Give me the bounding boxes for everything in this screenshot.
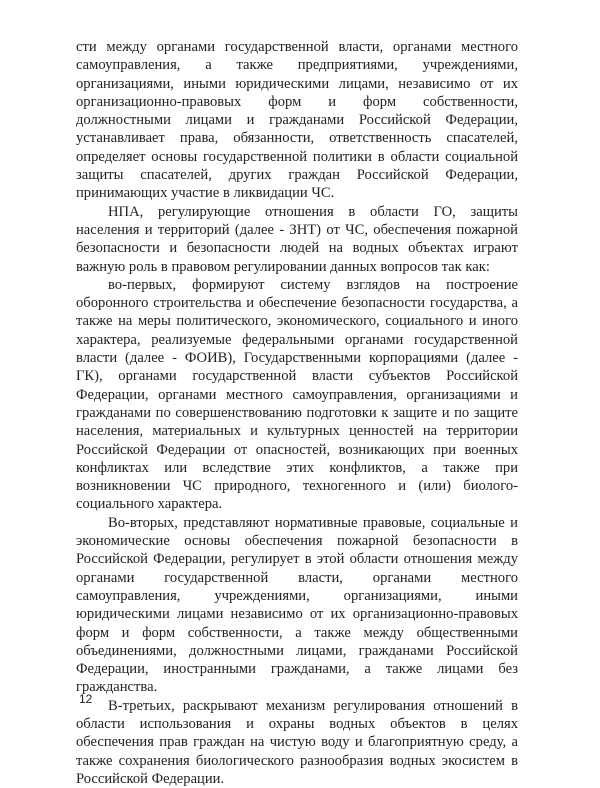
page-number: 12 (79, 692, 93, 706)
paragraph-second: Во-вторых, представляют нормативные правовые, социальные и экономические основы обеспечения пожарной безопасности в Российской Федерации, регулирует в этой области отношения между органами государственной власти, органами местного самоуправления, учреждениями, организациями, иными юридическими лицами независимо от их организационно-правовых форм и форм собственности, а также между общественными объединениями, должностными лицами, гражданами Российской Федерации, иностранными гражданами, а также лицами без гражданства. (76, 514, 518, 696)
paragraph-continuation: сти между органами государственной власти, органами местного самоуправления, а также предприятиями, учреждениями, организациями, иными юридическими лицами, независимо от их организационно-правовых форм и форм собственности, должностными лицами и гражданами Российской Федерации, устанавливает права, обязанности, ответственность спасателей, определяет основы государственной политики в области социальной защиты спасателей, других граждан Российской Федерации, принимающих участие в ликвидации ЧС. (76, 39, 518, 202)
body-text (76, 38, 518, 788)
paragraph-npa: НПА, регулирующие отношения в области ГО, защиты населения и территорий (далее - ЗНТ) от ЧС, обеспечения пожарной безопасности и безопасности людей на водных объектах играют важную роль в правовом регулировании данных вопросов так как: (76, 203, 518, 275)
paragraph-first: во-первых, формируют систему взглядов на построение оборонного строительства и обеспечение безопасности государства, а также на меры политического, экономического, социального и иного характера, реализуемые федеральными органами государственной власти (далее - ФОИВ), Государственными корпорациями (далее - ГК), органами государственной власти субъектов Российской Федерации, органами местного самоуправления, организациями и гражданами по совершенствованию подготовки к защите и по защите населения, материальных и культурных ценностей на территории Российской Федерации от опасностей, возникающих при военных конфликтах или вследствие этих конфликтов, а также при возникновении ЧС природного, техногенного и (или) биолого-социального характера. (76, 276, 518, 513)
paragraph-third: В-третьих, раскрывают механизм регулирования отношений в области использования и охраны водных объектов в целях обеспечения прав граждан на чистую воду и благоприятную среду, а также сохранения биологического разнообразия водных экосистем в Российской Федерации. (76, 697, 518, 787)
